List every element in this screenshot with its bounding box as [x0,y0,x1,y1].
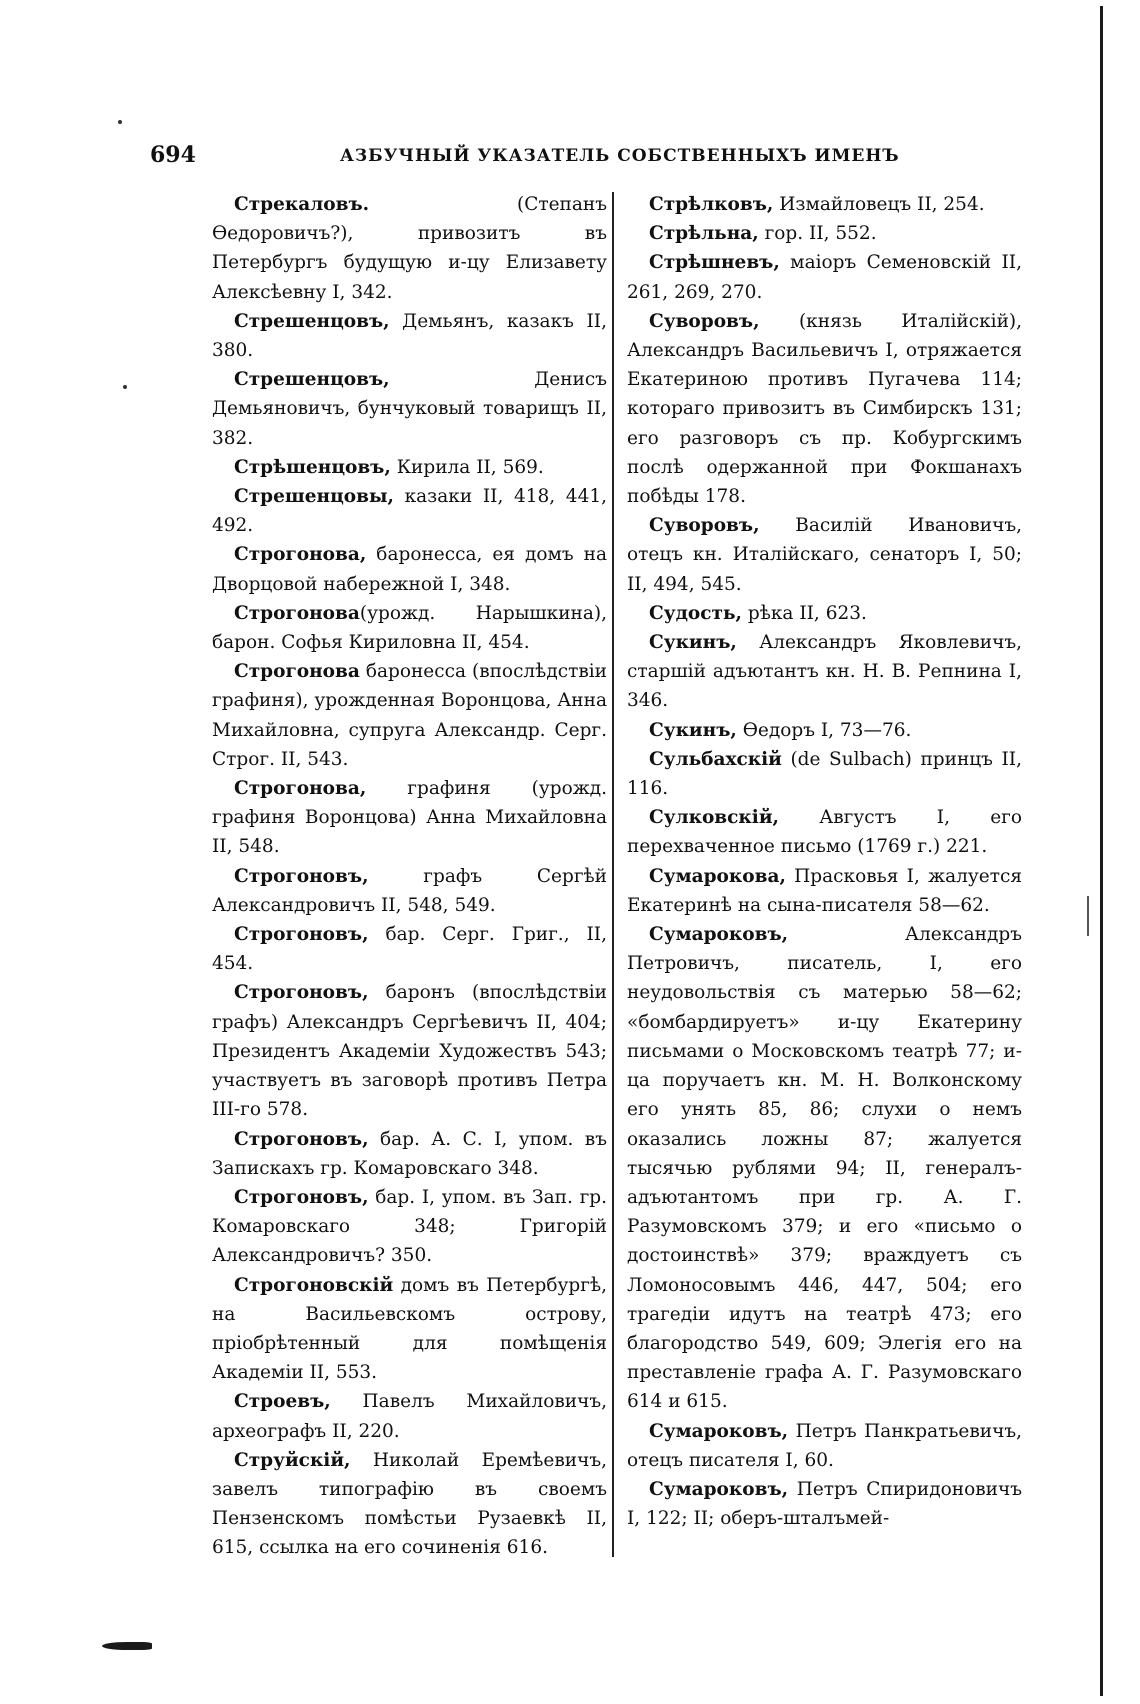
entry-text: Демьянъ, казакъ II, 380. [212,310,607,362]
entry-text: Августъ I, его перехваченное письмо (1769 г.) 221. [627,807,1022,858]
index-entry [212,365,607,453]
index-entry [212,1446,607,1563]
ink-speck [123,385,127,389]
ink-speck [118,120,122,124]
entry-heading: Строгоновъ, [234,982,369,1004]
entry-text: Измайловецъ II, 254. [773,194,985,215]
running-title: АЗБУЧНЫЙ УКАЗАТЕЛЬ СОБСТВЕННЫХЪ ИМЕНЪ [340,146,900,166]
index-entry [627,716,1022,745]
entry-heading: Сумарокова, [649,865,786,887]
index-entry [627,628,1022,716]
entry-heading: Строгонова, [234,778,367,800]
entry-text: Николай Еремѣевичъ, завелъ типографію въ своемъ Пензенскомъ помѣстьи Рузаевкѣ II, 615, ссылка на его сочиненія 616. [212,1449,607,1559]
entry-heading: Судость, [649,602,742,624]
entry-text: Василій Ивановичъ, отецъ кн. Италійскаго, сенаторъ I, 50; II, 494, 545. [627,515,1022,595]
entry-heading: Стрѣшневъ, [649,252,780,274]
index-entry [627,745,1022,803]
index-entry [212,657,607,774]
entry-heading: Строевъ, [234,1391,331,1413]
entry-heading: Сульбахскій [649,748,782,770]
index-entry [212,862,607,920]
index-entry [212,482,607,540]
entry-heading: Суворовъ, [649,310,760,332]
index-entry [627,599,1022,628]
entry-heading: Сукинъ, [649,719,737,741]
entry-heading: Строгоновъ, [234,865,369,887]
index-entry [212,1125,607,1183]
ink-smudge [102,1642,152,1650]
index-entry [627,1417,1022,1475]
entry-text: Өедоръ I, 73—76. [736,719,912,741]
entry-text: графиня (урожд. графиня Воронцова) Анна Михайловна II, 548. [212,778,607,858]
entry-text: Кирила II, 569. [390,456,544,478]
index-entry [627,803,1022,861]
left-column [212,190,607,1563]
index-entry [212,978,607,1124]
right-column [627,190,1022,1533]
entry-heading: Стрешенцовъ, [234,369,390,391]
entry-text: гор. II, 552. [758,223,877,245]
index-entry [212,540,607,598]
index-entry [212,774,607,862]
entry-heading: Сукинъ, [649,632,737,654]
entry-heading: Сумароковъ, [649,1420,789,1442]
page-edge-rule [1100,6,1103,1696]
page-edge-mark [1087,896,1089,936]
entry-text: (Степанъ Өедоровичъ?), привозитъ въ Петербургъ будущую и-цу Елизавету Алексѣевну I, 342. [212,194,607,303]
index-entry [627,248,1022,306]
entry-text: маіоръ Семеновскій II, 261, 269, 270. [627,252,1022,303]
entry-text: Денисъ Демьяновичъ, бунчуковый товарищъ II, 382. [212,369,607,449]
index-entry [212,307,607,365]
index-entry [212,190,607,307]
entry-text: графъ Сергѣй Александровичъ II, 548, 549. [212,865,607,916]
index-entry [212,453,607,482]
index-entry [627,307,1022,511]
column-divider [612,192,614,1557]
entry-text: Петръ Панкратьевичъ, отецъ писателя I, 60. [627,1420,1022,1471]
entry-text: Павелъ Михайловичъ, археографъ II, 220. [212,1391,607,1442]
entry-heading: Стрѣлковъ, [649,194,774,215]
entry-heading: Стрѣшенцовъ, [234,456,391,478]
entry-text: домъ въ Петербургѣ, на Васильевскомъ острову, пріобрѣтенный для помѣщенія Академіи II, 553. [212,1274,607,1384]
entry-heading: Стрѣльна, [649,223,759,245]
index-entry [627,511,1022,599]
entry-text: бар. А. С. I, упом. въ Запискахъ гр. Комаровскаго 348. [212,1128,607,1179]
entry-heading: Суворовъ, [649,515,760,537]
index-entry [627,862,1022,920]
index-entry [627,1475,1022,1533]
entry-text: (de Sulbach) принцъ II, 116. [627,748,1022,800]
entry-text: баронъ (впослѣдствіи графъ) Александръ Сергѣевичъ II, 404; Президентъ Академіи Художествъ 543; участвуетъ въ заговорѣ противъ Петра III-го 578. [212,982,607,1121]
entry-heading: Струйскій, [234,1449,351,1471]
entry-heading: Сумароковъ, [649,1478,789,1500]
entry-heading: Строгоновъ, [234,1186,369,1208]
entry-heading: Строгоновъ, [234,1128,369,1150]
entry-text: Петръ Спиридоновичъ I, 122; II; оберъ-шталъмей- [627,1478,1022,1530]
entry-text: бар. Серг. Григ., II, 454. [212,924,607,975]
index-entry [212,1387,607,1445]
index-entry [212,1183,607,1271]
index-entry [212,1271,607,1388]
entry-text: (князь Италійскій), Александръ Васильевичъ I, отряжается Екатериною противъ Пугачева 114; котораго привозитъ въ Симбирскъ 131; его разговоръ съ пр. Кобургскимъ послѣ одержанной при Фокшанахъ побѣды 178. [627,310,1022,508]
entry-heading: Строгонова [234,602,360,624]
entry-heading: Сулковскій, [649,807,779,829]
index-entry [212,599,607,657]
entry-text: рѣка II, 623. [741,602,867,624]
entry-heading: Строгонова [234,661,360,683]
entry-heading: Строгоновскій [234,1274,394,1296]
index-entry [627,920,1022,1416]
entry-text: Александръ Петровичъ, писатель, I, его неудовольствія съ матерью 58—62; «бомбардируетъ» и-цу Екатерину письмами о Московскомъ театрѣ 77; и-ца поручаетъ кн. М. Н. Волконскому его унять 85, 86; слухи о немъ оказались ложны 87; жалуется тысячью рублями 94; II, генералъ-адъютантомъ при гр. А. Г. Разумовскомъ 379; и его «письмо о достоинствѣ» 379; враждуетъ съ Ломоносовымъ 446, 447, 504; его трагедіи идутъ на театрѣ 473; его благородство 549, 609; Элегія его на преставленіе графа А. Г. Разумовскаго 614 и 615. [627,924,1022,1413]
entry-heading: Строгоновъ, [234,924,369,946]
entry-text: Александръ Яковлевичъ, старшій адъютантъ кн. Н. В. Репнина I, 346. [627,632,1022,712]
entry-heading: Сумароковъ, [649,924,789,946]
entry-heading: Стрешенцовъ, [234,310,390,332]
entry-text: Прасковья I, жалуется Екатеринѣ на сына-писателя 58—62. [627,865,1022,916]
entry-text: баронесса (впослѣдствіи графиня), урожденная Воронцова, Анна Михайловна, супруга Александр. Серг. Строг. II, 543. [212,661,607,770]
index-entry [627,190,1022,219]
entry-heading: Стрекаловъ. [234,194,370,215]
entry-heading: Стрешенцовы, [234,486,394,508]
entry-heading: Строгонова, [234,544,367,566]
index-entry [212,920,607,978]
entry-text: бар. I, упом. въ Зап. гр. Комаровскаго 348; Григорій Александровичъ? 350. [212,1186,607,1267]
entry-text: (урожд. Нарышкина), барон. Софья Кириловна II, 454. [212,602,607,654]
index-entry [627,219,1022,248]
page-number: 694 [150,142,196,168]
entry-text: казаки II, 418, 441, 492. [212,486,607,537]
entry-text: баронесса, ея домъ на Дворцовой набережной I, 348. [212,544,607,595]
